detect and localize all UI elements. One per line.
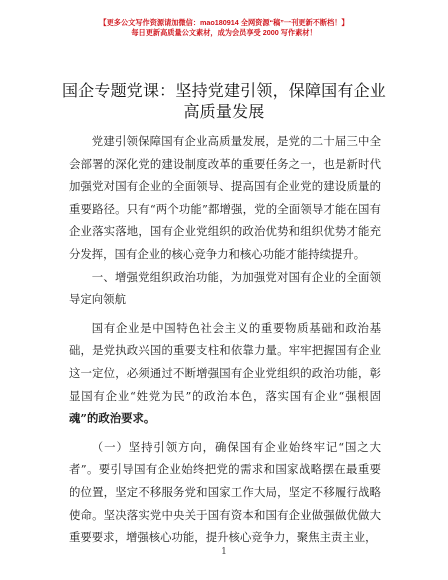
paragraph-positioning-bold-text: 魂”的政治要求。 [69,411,156,426]
page-number: 1 [221,547,227,557]
document-title-line2: 高质量发展 [183,102,265,121]
paragraph-intro: 党建引领保障国有企业高质量发展，是党的二十届三中全会部署的深化党的建设制度改革的重要任务之一，也是新时代加强党对国有企业的全面领导、提高国有企业党的建设质量的重要路径。只有“两个功能”都增强，党的全面领导才能在国有企业落实落地，国有企业党组织的政治优势和组织优势才能充分发挥，国有企业的核心竞争力和核心功能才能持续提升。 [69,134,381,261]
paragraph-direction: （一）坚持引领方向，确保国有企业始终牢记“国之大者”。要引导国有企业始终把党的需求和国家战略摆在最重要的位置，坚定不移服务党和国家工作大局，坚定不移履行战略使命。坚决落实党中央关于国有资本和国有企业做强做优做大重要要求，增强核心功能，提升核心竞争力，聚焦主责主业， [69,439,381,545]
promo-banner-line2: 每日更新高质量公文素材，成为会员享受 2000 写作素材！ [131,28,317,37]
promo-banner [0,18,448,38]
document-title-line1: 国企专题党课：坚持党建引领，保障国有企业 [61,81,386,100]
document-title [60,80,388,122]
section-heading-1: 一、增强党组织政治功能，为加强党对国有企业的全面领导定向领航 [69,269,381,307]
paragraph-positioning-text: 国有企业是中国特色社会主义的重要物质基础和政治基础，是党执政兴国的重要支柱和依靠力量。牢牢把握国有企业这一定位，必须通过不断增强国有企业党组织的政治功能，彰显国有企业“姓党为民”的政治本色，落实国有企业“强根固 [69,320,381,403]
document-body [69,130,381,549]
paragraph-positioning [69,317,381,430]
promo-banner-line1: 【更多公文写作资源请加微信：mao180914 全网资源“稿”一刊更新不断档！】 [99,18,349,27]
